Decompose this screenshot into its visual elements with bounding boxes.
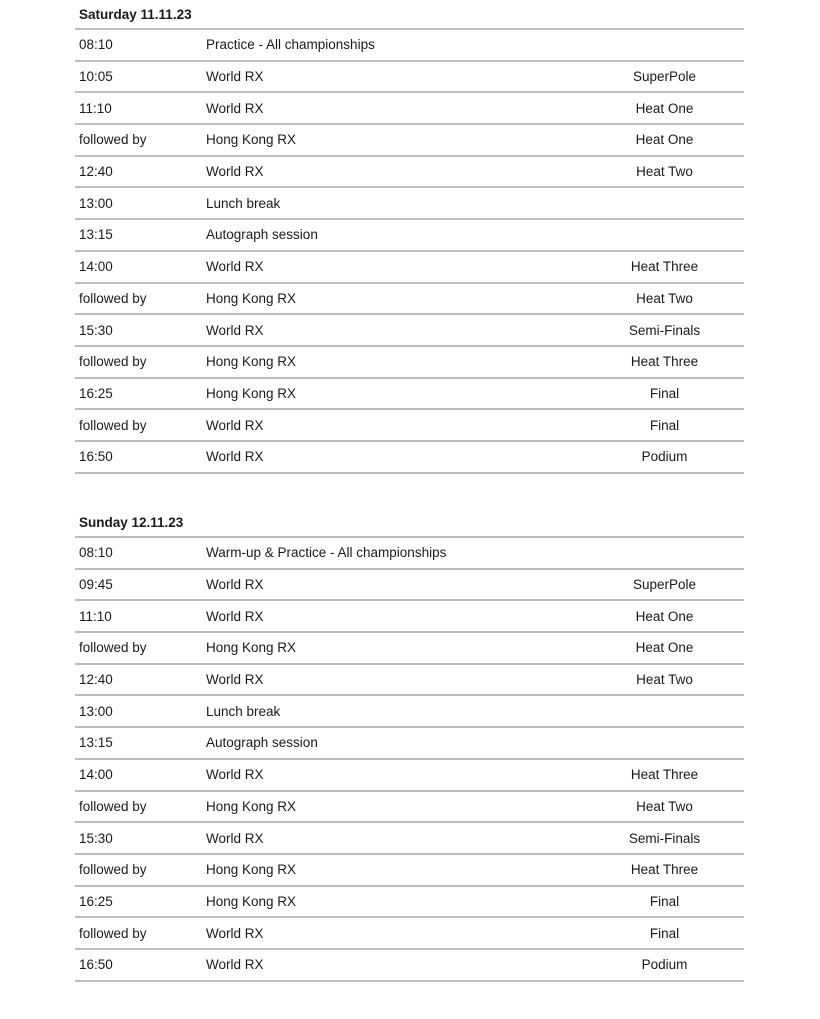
row-session: SuperPole bbox=[632, 577, 697, 593]
row-event: World RX bbox=[206, 164, 264, 180]
row-time: 14:00 bbox=[79, 259, 113, 275]
row-time: followed by bbox=[79, 290, 147, 306]
row-event: World RX bbox=[206, 322, 264, 338]
row-time: 15:30 bbox=[79, 322, 113, 338]
row-session bbox=[595, 728, 734, 758]
row-session bbox=[595, 220, 734, 250]
row-event: Hong Kong RX bbox=[206, 798, 297, 814]
row-time: followed by bbox=[79, 925, 147, 941]
schedule-row bbox=[75, 30, 744, 62]
row-session: Heat Three bbox=[630, 259, 699, 275]
row-event: World RX bbox=[206, 449, 264, 465]
schedule-row bbox=[75, 601, 744, 633]
schedule-row bbox=[75, 696, 744, 728]
row-event: Lunch break bbox=[206, 703, 281, 719]
row-session: Semi-Finals bbox=[628, 322, 701, 338]
schedule-row bbox=[75, 760, 744, 792]
row-event: Warm-up & Practice - All championships bbox=[206, 545, 447, 561]
row-time: 09:45 bbox=[79, 577, 113, 593]
row-session: Semi-Finals bbox=[628, 830, 701, 846]
row-event: Hong Kong RX bbox=[206, 893, 297, 909]
row-session: Final bbox=[649, 893, 680, 909]
row-time: 08:10 bbox=[79, 37, 113, 53]
row-session: Heat Two bbox=[636, 798, 693, 814]
schedule-row bbox=[75, 220, 744, 252]
schedule-row bbox=[75, 728, 744, 760]
row-event: Practice - All championships bbox=[206, 37, 375, 53]
row-time: 16:50 bbox=[79, 957, 113, 973]
row-event: World RX bbox=[206, 577, 264, 593]
row-time: 16:50 bbox=[79, 449, 113, 465]
day-schedule bbox=[75, 0, 744, 474]
row-time: followed by bbox=[79, 354, 147, 370]
row-event: World RX bbox=[206, 259, 264, 275]
schedule-row bbox=[75, 62, 744, 94]
row-session: Heat Two bbox=[636, 672, 693, 688]
day-schedule bbox=[75, 508, 744, 982]
schedule-row bbox=[75, 252, 744, 284]
row-event: World RX bbox=[206, 957, 264, 973]
row-time: 11:10 bbox=[79, 100, 112, 116]
schedule-row bbox=[75, 823, 744, 855]
schedule-row bbox=[75, 665, 744, 697]
row-session: Heat Three bbox=[630, 767, 699, 783]
row-session: Heat One bbox=[635, 608, 694, 624]
schedule-row bbox=[75, 538, 744, 570]
row-event: Autograph session bbox=[206, 227, 318, 243]
row-event: World RX bbox=[206, 417, 264, 433]
row-time: followed by bbox=[79, 132, 147, 148]
row-time: 16:25 bbox=[79, 893, 113, 909]
row-time: followed by bbox=[79, 798, 147, 814]
row-time: followed by bbox=[79, 640, 147, 656]
row-session: Heat Two bbox=[636, 290, 693, 306]
row-session bbox=[595, 30, 734, 60]
row-session: Heat One bbox=[635, 132, 694, 148]
row-session bbox=[595, 696, 734, 726]
schedule-row bbox=[75, 792, 744, 824]
row-time: 10:05 bbox=[79, 69, 113, 85]
row-event: World RX bbox=[206, 925, 264, 941]
schedule-row bbox=[75, 950, 744, 982]
row-event: World RX bbox=[206, 100, 264, 116]
row-session bbox=[595, 188, 734, 218]
row-event: World RX bbox=[206, 672, 264, 688]
row-event: World RX bbox=[206, 608, 264, 624]
row-session: Final bbox=[649, 925, 680, 941]
schedule-row bbox=[75, 442, 744, 474]
row-time: 16:25 bbox=[79, 385, 113, 401]
row-session: Final bbox=[649, 385, 680, 401]
row-time: followed by bbox=[79, 417, 147, 433]
row-session: SuperPole bbox=[632, 69, 697, 85]
schedule-row bbox=[75, 570, 744, 602]
row-time: 13:00 bbox=[79, 195, 113, 211]
schedule-row bbox=[75, 347, 744, 379]
row-event: Hong Kong RX bbox=[206, 385, 297, 401]
schedule-row bbox=[75, 633, 744, 665]
row-event: World RX bbox=[206, 830, 264, 846]
row-event: Hong Kong RX bbox=[206, 640, 297, 656]
day-title: Saturday 11.11.23 bbox=[75, 0, 744, 30]
row-session: Final bbox=[649, 417, 680, 433]
schedule-row bbox=[75, 315, 744, 347]
schedule-row bbox=[75, 157, 744, 189]
row-event: Hong Kong RX bbox=[206, 354, 297, 370]
row-time: 13:00 bbox=[79, 703, 113, 719]
schedule-row bbox=[75, 887, 744, 919]
row-time: 15:30 bbox=[79, 830, 113, 846]
row-session: Heat Two bbox=[636, 164, 693, 180]
row-time: 14:00 bbox=[79, 767, 113, 783]
row-event: Hong Kong RX bbox=[206, 290, 297, 306]
row-time: 12:40 bbox=[79, 672, 113, 688]
row-session: Podium bbox=[641, 957, 688, 973]
row-time: 13:15 bbox=[79, 227, 113, 243]
schedule-row bbox=[75, 379, 744, 411]
schedule-row bbox=[75, 188, 744, 220]
row-time: 11:10 bbox=[79, 608, 112, 624]
schedule-row bbox=[75, 918, 744, 950]
row-time: 12:40 bbox=[79, 164, 113, 180]
row-time: 13:15 bbox=[79, 735, 113, 751]
row-time: followed by bbox=[79, 862, 147, 878]
schedule-row bbox=[75, 125, 744, 157]
row-event: World RX bbox=[206, 69, 264, 85]
row-session: Podium bbox=[641, 449, 688, 465]
schedule-row bbox=[75, 284, 744, 316]
schedule-row bbox=[75, 410, 744, 442]
row-session: Heat Three bbox=[630, 354, 699, 370]
row-time: 08:10 bbox=[79, 545, 113, 561]
row-session bbox=[595, 538, 734, 568]
schedule-row bbox=[75, 855, 744, 887]
schedule-row bbox=[75, 93, 744, 125]
row-event: Hong Kong RX bbox=[206, 862, 297, 878]
row-session: Heat One bbox=[635, 100, 694, 116]
row-session: Heat One bbox=[635, 640, 694, 656]
row-event: Hong Kong RX bbox=[206, 132, 297, 148]
row-event: World RX bbox=[206, 767, 264, 783]
row-event: Autograph session bbox=[206, 735, 318, 751]
row-session: Heat Three bbox=[630, 862, 699, 878]
day-title: Sunday 12.11.23 bbox=[75, 508, 744, 538]
row-event: Lunch break bbox=[206, 195, 281, 211]
